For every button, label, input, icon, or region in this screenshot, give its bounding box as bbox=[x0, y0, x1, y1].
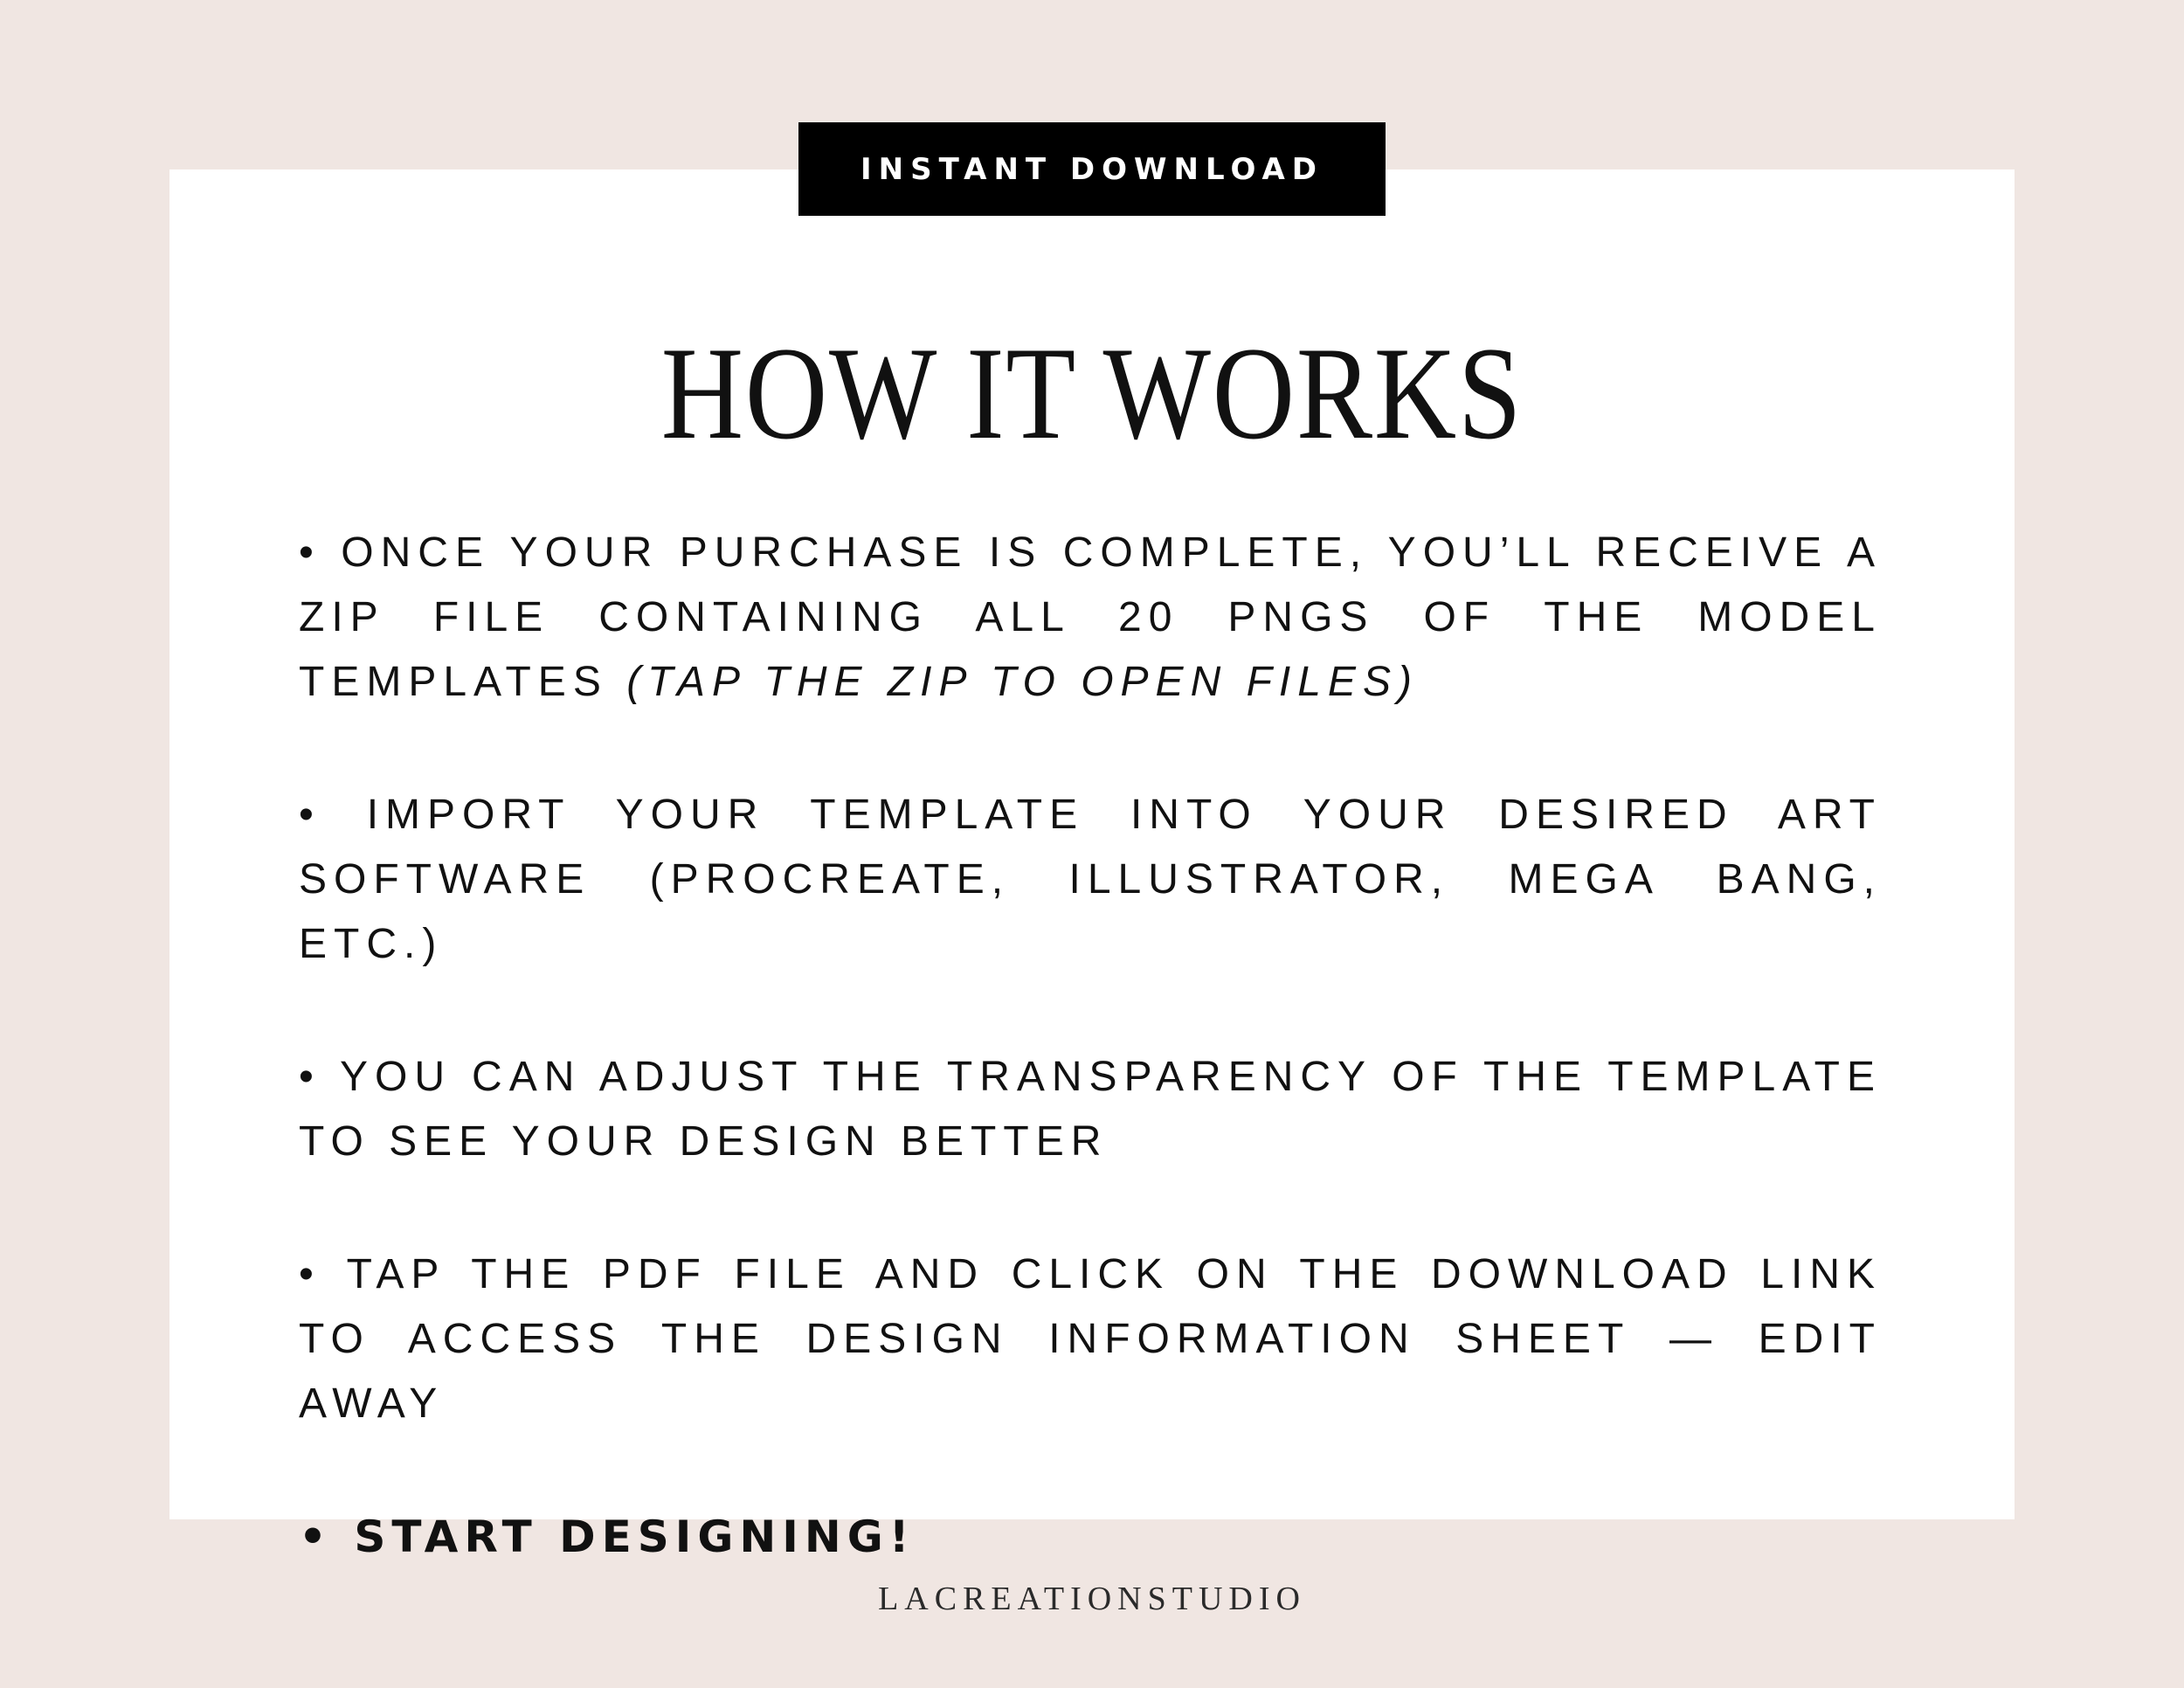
step-text: YOU CAN ADJUST THE TRANSPARENCY OF THE TEMPLATE TO SEE YOUR DESIGN BETTER bbox=[299, 1054, 1883, 1165]
step-item-3 bbox=[299, 1045, 1882, 1174]
step-note: (TAP THE ZIP TO OPEN FILES) bbox=[626, 659, 1419, 705]
step-text: IMPORT YOUR TEMPLATE INTO YOUR DESIRED ART SOFTWARE (PROCREATE, ILLUSTRATOR, MEGA BANG, ETC.) bbox=[299, 792, 1882, 967]
steps-list bbox=[299, 521, 1882, 1637]
bullet: • bbox=[299, 1251, 321, 1297]
brand-footer: LACREATIONSTUDIO bbox=[878, 1581, 1306, 1617]
page-title: HOW IT WORKS bbox=[660, 320, 1524, 467]
bullet: • bbox=[299, 1512, 333, 1562]
instant-download-badge: INSTANT DOWNLOAD bbox=[798, 122, 1386, 216]
step-item-5 bbox=[299, 1505, 1882, 1569]
step-item-1 bbox=[299, 521, 1882, 715]
step-text: START DESIGNING! bbox=[354, 1512, 916, 1562]
step-item-4 bbox=[299, 1242, 1882, 1436]
step-item-2 bbox=[299, 783, 1882, 977]
bullet: • bbox=[299, 1054, 321, 1100]
step-text: ONCE YOUR PURCHASE IS COMPLETE, YOU’LL RECEIVE A ZIP FILE CONTAINING ALL 20 PNGS OF THE MODEL TEMPLATES bbox=[299, 529, 1882, 705]
bullet: • bbox=[299, 529, 321, 576]
bullet: • bbox=[299, 792, 321, 838]
step-text: TAP THE PDF FILE AND CLICK ON THE DOWNLOAD LINK TO ACCESS THE DESIGN INFORMATION SHEET — EDIT AWAY bbox=[299, 1251, 1883, 1427]
